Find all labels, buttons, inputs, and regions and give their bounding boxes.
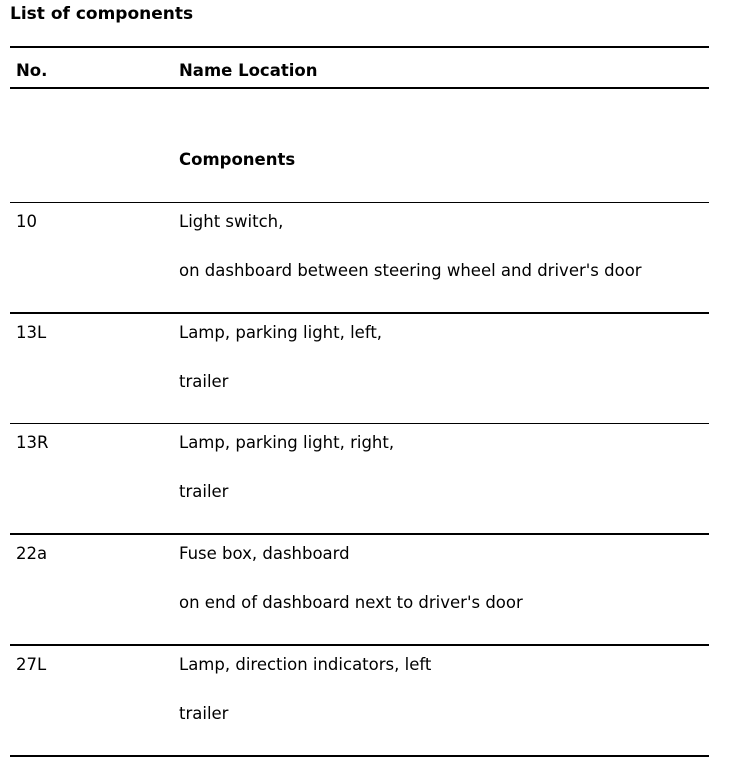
table-row — [10, 424, 709, 533]
section-heading-row — [10, 89, 709, 202]
table-row — [10, 646, 709, 755]
table-row — [10, 203, 709, 312]
table-bottom-rule — [10, 755, 709, 757]
section-heading: Components — [179, 150, 296, 169]
component-location: on end of dashboard next to driver's door — [179, 593, 523, 612]
component-location: trailer — [179, 704, 229, 723]
table-row — [10, 314, 709, 423]
component-number: 13R — [16, 433, 49, 452]
component-number: 22a — [16, 544, 48, 563]
component-number: 13L — [16, 323, 47, 342]
table-header-row — [10, 48, 709, 87]
component-location: trailer — [179, 482, 229, 501]
component-name: Lamp, parking light, right, — [179, 433, 395, 452]
component-number: 27L — [16, 655, 47, 674]
page-title: List of components — [10, 4, 194, 24]
component-name: Lamp, direction indicators, left — [179, 655, 432, 674]
component-location: on dashboard between steering wheel and driver's door — [179, 261, 642, 280]
component-name: Lamp, parking light, left, — [179, 323, 383, 342]
column-header-no: No. — [16, 61, 48, 80]
component-number: 10 — [16, 212, 37, 231]
components-table — [10, 46, 709, 757]
table-row — [10, 535, 709, 644]
component-location: trailer — [179, 372, 229, 391]
column-header-name-location: Name Location — [179, 61, 318, 80]
component-name: Light switch, — [179, 212, 284, 231]
component-name: Fuse box, dashboard — [179, 544, 350, 563]
